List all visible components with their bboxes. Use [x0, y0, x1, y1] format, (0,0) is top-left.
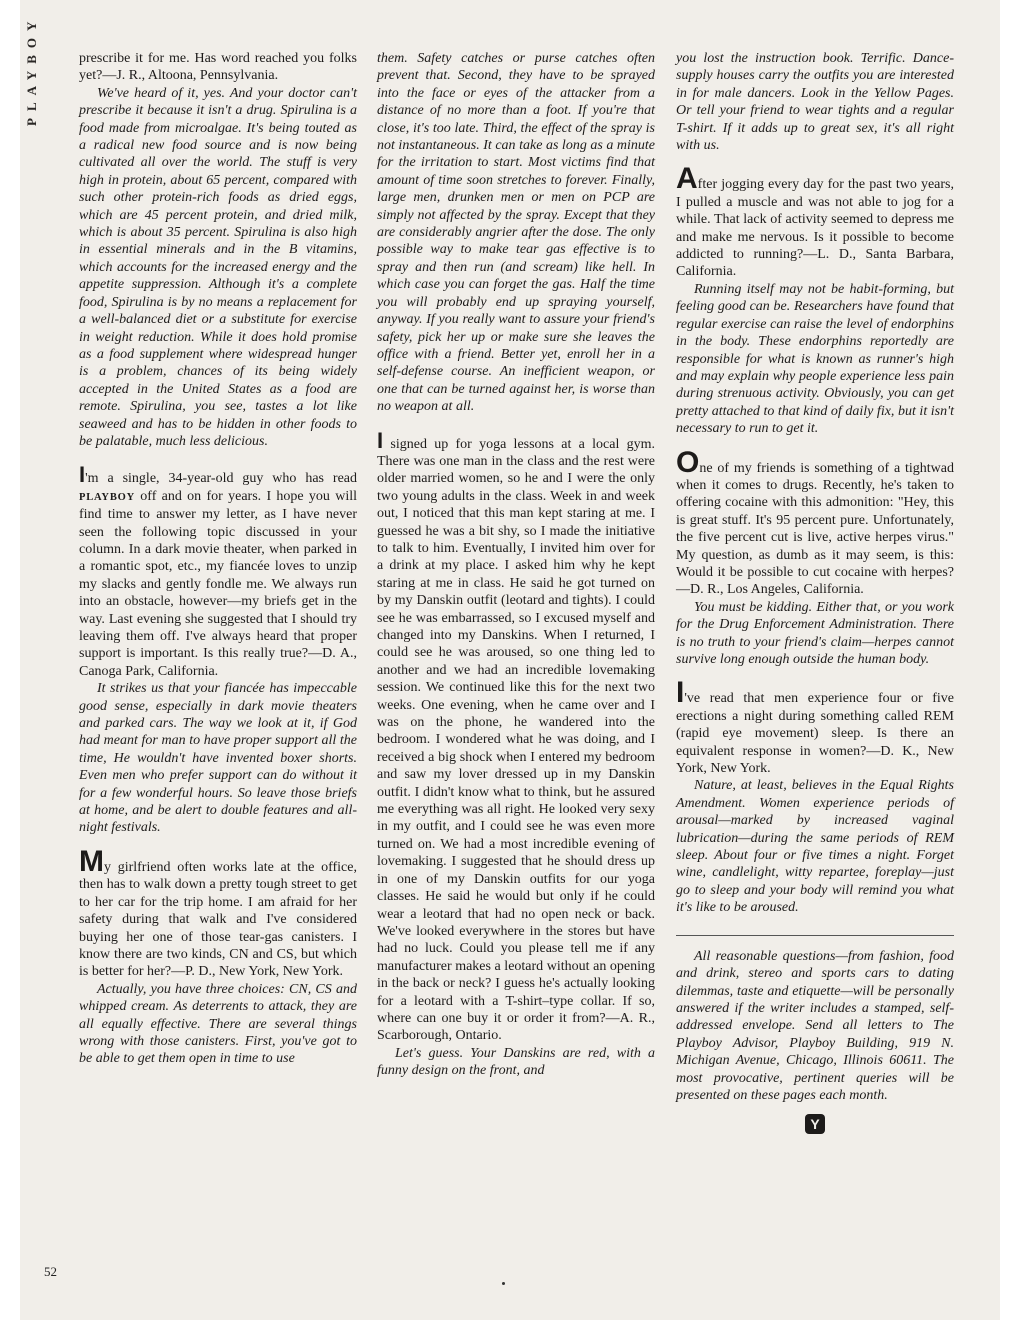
letter-text: prescribe it for me. Has word reached you folks yet?—J. R., Altoona, Pennsylvania.	[79, 51, 357, 84]
running-head: PLAYBOY	[24, 14, 39, 126]
answer-text: You must be kidding. Either that, or you work for the Drug Enforcement Administration. There is no truth to your friend's claim—herpes cannot survive long enough outside the human body.	[676, 599, 954, 667]
answer-text: We've heard of it, yes. And your doctor can't prescribe it because it isn't a drug. Spirulina is a food made from microalgae. It's being touted as a radical new food source and is now being cultivated all over the world. The stuff is very high in protein, about 65 percent, compared with such other protein-rich foods as dried eggs, which are 45 percent protein, and dried milk, which is about 35 percent. Spirulina is also high in essential minerals and in the B vitamins, which accounts for the increased energy and the appetite suppression. Although it's a complete food, Spirulina is by no means a replacement for a well-balanced diet or a substitute for exercise in weight reduction. While it does hold promise as a food supplement where widespread hunger is a problem, chances of its being widely accepted in the United States as a food are remote. Spirulina, you see, tastes a lot like seaweed and has to be hidden in other foods to be palatable, much less delicious.	[79, 85, 357, 449]
letter-text	[377, 427, 655, 1045]
letter-text-part: signed up for yoga lessons at a local gym. There was one man in the class and the rest were older married women, so he and I were the only two young adults in the class. Week in and week out, I noticed that this man kept staring at me. I guessed he was a bit shy, so I made the initiative to talk to him. Eventually, I invited him over for a drink at my place. I asked him why he kept staring at me in class. He said he got turned on by my Danskin outfit (leotard and tights). I could see he was embarrassed, so I excused myself and changed into my Danskins. When I returned, I could see he was aroused, so one thing led to another and we had an incredible lovemaking session. We continued like this for the next two weeks. One evening, when he came over and I was on the phone, he wandered into the bedroom. I wondered what he was doing, and I received a big shock when I entered my bedroom and saw my lover dressed up in my Danskin outfit. I didn't know what to think, but he assured me everything was all right. He looked very sexy in my outfit, and I could see he was even more turned on. We had a most incredible evening of lovemaking. I suggested that he should dress up in one of my Danskin outfits for our yoga classes. He said he would but only if he could wear a leotard that had no open neck or back. We've looked everywhere in the stores but have had no luck. Could you please tell me if any manufacturer makes a leotard without an opening in the back or neck? I guess he's actually looking for a leotard with a T-shirt–type collar. If so, where can one buy it or order it from?—A. R., Scarborough, Ontario.	[377, 436, 655, 1044]
playboy-small-caps: PLAYBOY	[79, 491, 135, 503]
drop-cap: O	[676, 445, 700, 479]
letter-text-part: ne of my friends is something of a tightwad when it comes to drugs. Recently, he's taken to offering cocaine with this admonition: "Hey, this is great stuff. It's 95 percent pure. Unfortunately, the five percent cut is live, active herpes virus." My question, as dumb as it may seem, is this: Would it be possible to cut cocaine with herpes?—D. R., Los Angeles, California.	[676, 460, 954, 598]
letter-text	[676, 445, 954, 599]
page-number: 52	[44, 1264, 57, 1279]
section-divider	[676, 935, 954, 936]
answer-text: you lost the instruction book. Terrific. Dance-supply houses carry the outfits you are interested in for male dancers. Look in the Yellow Pages. Or tell your friend to wear tights and a regular T-shirt. If it adds up to great sex, it's all right with us.	[676, 51, 954, 154]
column-2	[377, 50, 655, 1080]
answer-text: them. Safety catches or purse catches often prevent that. Second, they have to be sprayed into the face or eyes of the attacker from a distance of no more than a foot. If you're that close, it's too late. Third, the effect of the spray is not instantaneous. It can take as long as a minute for the irritation to start. Most victims find that amount of time soon stretches to forever. Finally, large men, drunken men or men on PCP are simply not affected by the spray. Except that they are considerably angrier after the dose. The only possible way to make tear gas effective is to spray and then run (and scream) like hell. In which case you can forget the gas. Half the time you will probably end up spraying yourself, anyway. If you really want to assure your friend's safety, pick her up or make sure she leaves the office with a friend. Better yet, enroll her in a self-defense course. An inefficient weapon, or one that can be turned against her, is worse than no weapon at all.	[377, 51, 655, 415]
column-1	[79, 50, 357, 1068]
drop-cap: I	[377, 427, 384, 453]
letter-text	[79, 844, 357, 981]
submission-note: All reasonable questions—from fashion, food and drink, stereo and sports cars to dating dilemmas, taste and etiquette—will be personally answered if the writer includes a stamped, self-addressed envelope. Send all letters to The Playboy Advisor, Playboy Building, 919 N. Michigan Avenue, Chicago, Illinois 60611. The most provocative, pertinent queries will be presented on these pages each month.	[676, 948, 954, 1103]
answer-text: It strikes us that your fiancée has impeccable good sense, especially in dark movie theaters and parked cars. The way we look at it, if God had meant for man to have proper support all the time, He wouldn't have invented boxer shorts. Even men who prefer support can do without it for a few wonderful hours. So leave those briefs at home, and be alert to double features and all-night festivals.	[79, 681, 357, 836]
drop-cap: I	[676, 676, 685, 710]
bullet-dot	[502, 1282, 505, 1285]
column-3	[676, 50, 954, 1134]
magazine-page	[20, 0, 1000, 1320]
letter-text	[79, 462, 358, 680]
letter-text-part: off and on for years. I hope you will find time to answer my letter, as I have never seen the following topic discussed in your column. In a dark movie theater, when parked in a romantic spot, etc., my fiancée loves to unzip my slacks and gently fondle me. We always run into an obstacle, however—my briefs get in the way. Last evening she suggested that I should try leaving them off. I've always heard that proper support is important. Is this really true?—D. A., Canoga Park, California.	[79, 488, 358, 679]
letter-text-part: 've read that men experience four or five erections a night during something called REM (rapid eye movement) sleep. Is there an equivalent response in women?—D. K., New York, New York.	[676, 691, 954, 777]
answer-text: Running itself may not be habit-forming, but feeling good can be. Researchers have found that regular exercise can raise the level of endorphins in the body. These endorphins reportedly are responsible for what is known as runner's high and may explain why people experience less pain during strenuous activity. Obviously, you can get pretty attached to that kind of daily fix, but it isn't necessary to run to get it.	[676, 281, 954, 437]
answer-text: Actually, you have three choices: CN, CS and whipped cream. As deterrents to attack, they are all equally effective. There are several things wrong with those canisters. First, you've got to be able to get them open in time to use	[79, 981, 357, 1067]
answer-text: Let's guess. Your Danskins are red, with a funny design on the front, and	[377, 1045, 655, 1079]
letter-text	[676, 676, 954, 777]
drop-cap: I	[79, 462, 86, 488]
answer-text: Nature, at least, believes in the Equal Rights Amendment. Women experience periods of arousal—marked by increased vaginal lubrication—during the same periods of REM sleep. About four or five times a night. Forget wine, candlelight, witty repartee, foreplay—just go to sleep and your body will remind you what it's like to be aroused.	[676, 778, 954, 916]
letter-text-part: 'm a single, 34-year-old guy who has read	[85, 471, 357, 487]
letter-text	[676, 162, 954, 280]
rabbit-logo-icon: Y	[805, 1114, 825, 1134]
drop-cap: M	[79, 844, 104, 878]
letter-text-part: fter jogging every day for the past two years, I pulled a muscle and was not able to jog for a while. That lack of activity seemed to depress me and make me nervous. Is it possible to become addicted to running?—L. D., Santa Barbara, California.	[676, 177, 954, 280]
drop-cap: A	[676, 162, 698, 196]
letter-text-part: y girlfriend often works late at the office, then has to walk down a pretty tough street to get to her car for the trip home. I am afraid for her safety during that walk and I've considered buying her one of those tear-gas canisters. I know there are two kinds, CN and CS, but which is better for her?—P. D., New York, New York.	[79, 859, 357, 980]
